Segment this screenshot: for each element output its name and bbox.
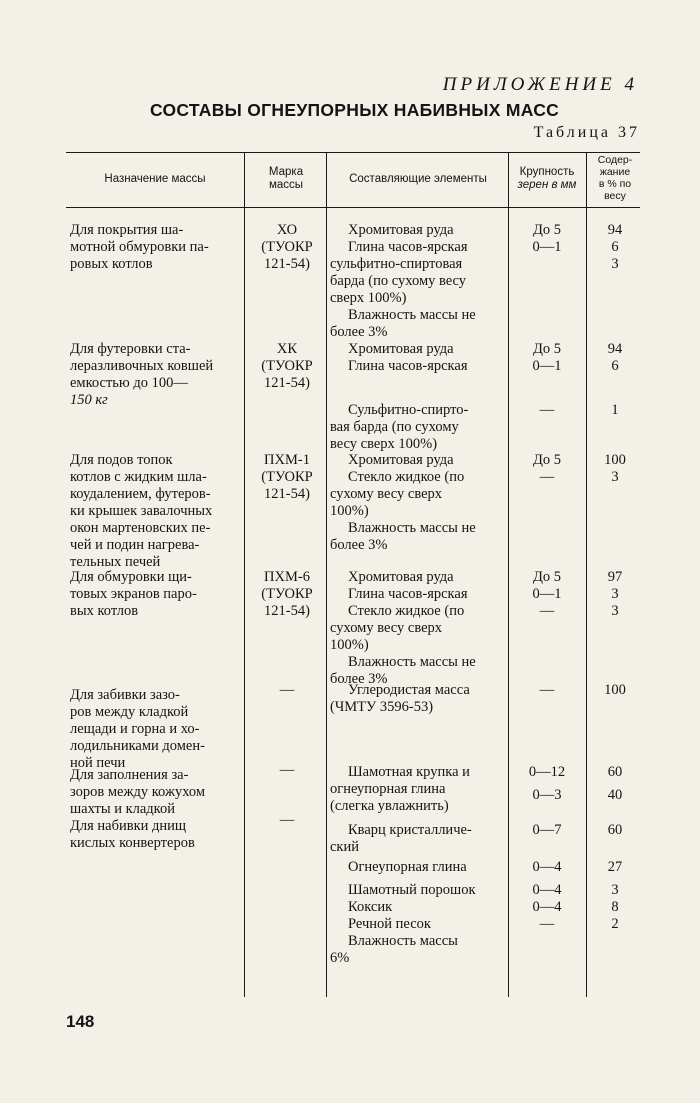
row-1-components: Хромитовая руда Глина часов-ярская сульфитно-спиртовая барда (по сухому весу сверх 100%) Влажность массы не более 3% bbox=[330, 222, 476, 340]
table-header-rule bbox=[66, 207, 640, 208]
row-7-grain: 0—7 0—4 0—4 0—4 — bbox=[532, 822, 562, 932]
header-purpose: Назначение массы bbox=[104, 173, 206, 185]
header-content: Содер- жание в % по весу bbox=[597, 154, 633, 202]
row-3-brand: ПХМ-1 (ТУОКР 121-54) bbox=[261, 452, 313, 502]
row-2-grain-b: — bbox=[539, 402, 555, 418]
row-2-content-a: 94 6 bbox=[607, 341, 623, 374]
column-divider-4 bbox=[586, 152, 587, 997]
row-5-grain: — bbox=[539, 682, 555, 698]
row-2-content-b: 1 bbox=[611, 402, 619, 418]
appendix-label: ПРИЛОЖЕНИЕ 4 bbox=[442, 74, 638, 95]
row-4-purpose: Для обмуровки щи- товых экранов паро- вых котлов bbox=[70, 569, 197, 619]
header-brand: Марка массы bbox=[268, 166, 304, 191]
header-grain: Крупность зерен в мм bbox=[517, 166, 577, 191]
row-1-brand: ХО (ТУОКР 121-54) bbox=[261, 222, 313, 272]
column-divider-3 bbox=[508, 152, 509, 997]
row-6-purpose: Для заполнения за- зоров между кожухом шахты и кладкой bbox=[70, 767, 206, 817]
row-7-brand: — bbox=[279, 812, 295, 828]
row-2-purpose: Для футеровки ста- леразливочных ковшей емкостью до 100— 150 кг bbox=[70, 341, 214, 408]
row-6-content: 60 40 bbox=[607, 764, 623, 803]
row-2-brand: ХК (ТУОКР 121-54) bbox=[261, 341, 313, 391]
row-7-purpose: Для набивки днищ кислых конвертеров bbox=[70, 818, 195, 851]
row-5-components: Углеродистая масса (ЧМТУ 3596-53) bbox=[330, 682, 470, 715]
row-1-content: 94 6 3 bbox=[607, 222, 623, 272]
row-1-grain: До 5 0—1 bbox=[532, 222, 562, 255]
row-3-content: 100 3 bbox=[604, 452, 626, 485]
row-5-content: 100 bbox=[604, 682, 626, 698]
row-1-purpose: Для покрытия ша- мотной обмуровки па- ровых котлов bbox=[70, 222, 209, 272]
table-top-rule bbox=[66, 152, 640, 153]
row-3-components: Хромитовая руда Стекло жидкое (по сухому весу сверх 100%) Влажность массы не более 3% bbox=[330, 452, 476, 553]
row-7-components: Кварц кристалличе- ский Огнеупорная глина Шамотный порошок Коксик Речной песок Влажность массы 6% bbox=[330, 822, 476, 966]
page-number: 148 bbox=[66, 1012, 95, 1031]
column-divider-1 bbox=[244, 152, 245, 997]
column-divider-2 bbox=[326, 152, 327, 997]
row-4-grain: До 5 0—1 — bbox=[532, 569, 562, 619]
row-7-content: 60 27 3 8 2 bbox=[607, 822, 623, 932]
header-components: Составляющие элементы bbox=[349, 173, 487, 185]
row-3-grain: До 5 — bbox=[532, 452, 562, 485]
row-4-components: Хромитовая руда Глина часов-ярская Стекло жидкое (по сухому весу сверх 100%) Влажность массы не более 3% bbox=[330, 569, 476, 687]
row-5-brand: — bbox=[279, 682, 295, 698]
row-3-purpose: Для подов топок котлов с жидким шла- коудалением, футеров- ки крышек завалочных окон мартеновских пе- чей и подин нагрева- тельных печей bbox=[70, 452, 213, 570]
row-6-grain: 0—12 0—3 bbox=[528, 764, 566, 803]
page-title: СОСТАВЫ ОГНЕУПОРНЫХ НАБИВНЫХ МАСС bbox=[150, 100, 560, 120]
row-2-grain-a: До 5 0—1 bbox=[532, 341, 562, 374]
row-4-content: 97 3 3 bbox=[607, 569, 623, 619]
row-2-components-b: Сульфитно-спирто- вая барда (по сухому весу сверх 100%) bbox=[330, 402, 469, 452]
row-6-components: Шамотная крупка и огнеупорная глина (слегка увлажнить) bbox=[330, 764, 470, 814]
row-2-components-a: Хромитовая руда Глина часов-ярская bbox=[348, 341, 468, 374]
row-5-purpose: Для забивки зазо- ров между кладкой лещади и горна и хо- лодильниками домен- ной печи bbox=[70, 687, 205, 771]
row-6-brand: — bbox=[279, 762, 295, 778]
row-4-brand: ПХМ-6 (ТУОКР 121-54) bbox=[261, 569, 313, 619]
table-number: Таблица 37 bbox=[533, 124, 640, 141]
